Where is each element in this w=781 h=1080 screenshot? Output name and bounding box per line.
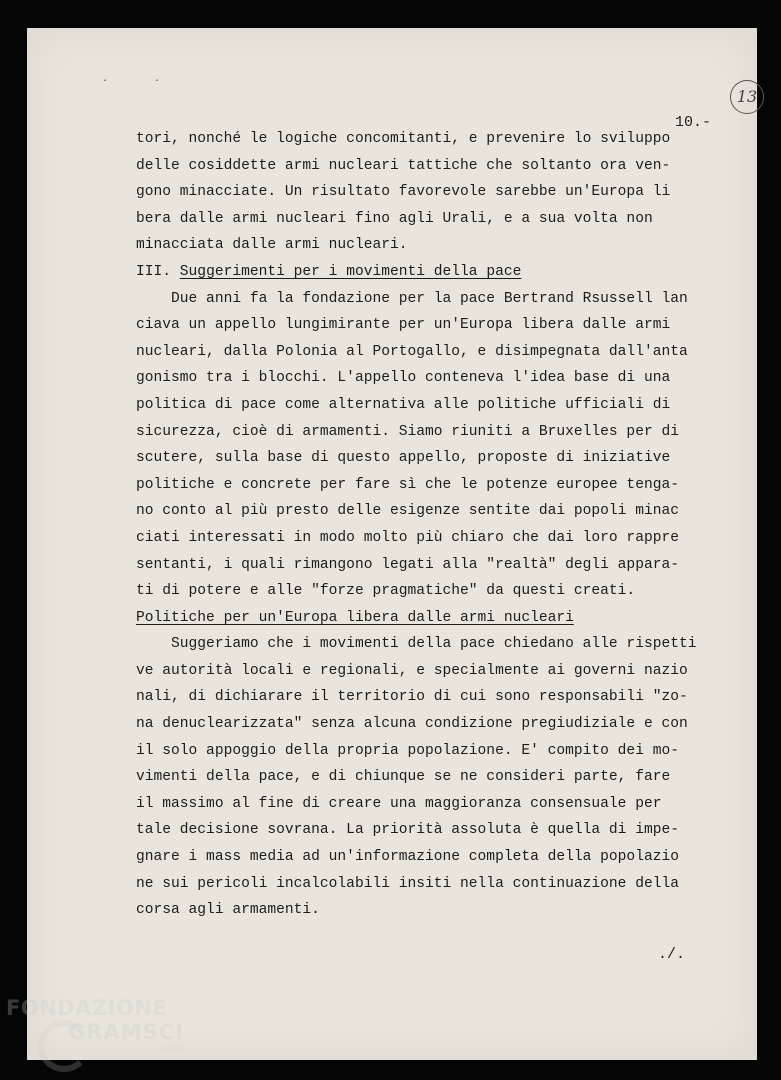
text-line: corsa agli armamenti. [136, 902, 320, 919]
text-line: bera dalle armi nucleari fino agli Urali, e a sua volta non [136, 210, 653, 227]
text-line: politica di pace come alternativa alle politiche ufficiali di [136, 396, 671, 413]
text-line: ve autorità locali e regionali, e specialmente ai governi nazio [136, 662, 688, 679]
text-line: minacciata dalle armi nucleari. [136, 237, 408, 254]
section-title: Suggerimenti per i movimenti della pace [179, 263, 522, 280]
text-line: ne sui pericoli incalcolabili insiti nella continuazione della [136, 875, 679, 892]
text-line: il massimo al fine di creare una maggioranza consensuale per [136, 795, 662, 812]
archive-watermark [6, 996, 196, 1076]
text-line: na denuclearizzata" senza alcuna condizione pregiudiziale e con [136, 716, 688, 733]
archive-number-stamp [730, 80, 764, 114]
text-line: nucleari, dalla Polonia al Portogallo, e disimpegnata dall'anta [136, 343, 688, 360]
text-line: gnare i mass media ad un'informazione completa della popolazio [136, 849, 679, 866]
text-line: sentanti, i quali rimangono legati alla "realtà" degli appara- [136, 556, 679, 573]
archive-number: 13 [736, 87, 758, 106]
subsection-title: Politiche per un'Europa libera dalle armi nucleari [136, 609, 574, 626]
watermark-logo-icon [38, 1020, 90, 1072]
watermark-line-2: GRAMSCI [68, 1020, 184, 1044]
text-line: Due anni fa la fondazione per la pace Bertrand Rsussell lan [136, 290, 688, 307]
text-line: delle cosiddette armi nucleari tattiche che soltanto ora ven- [136, 157, 671, 174]
text-line: ti di potere e alle "forze pragmatiche" da questi creati. [136, 583, 636, 600]
text-line: il solo appoggio della propria popolazione. E' compito dei mo- [136, 742, 679, 759]
text-line: gonismo tra i blocchi. L'appello conteneva l'idea base di una [136, 370, 671, 387]
section-heading-3 [136, 259, 696, 286]
section-number: III. [136, 263, 172, 280]
text-line: nali, di dichiarare il territorio di cui sono responsabili "zo- [136, 689, 688, 706]
text-line: vimenti della pace, e di chiunque se ne consideri parte, fare [136, 769, 671, 786]
text-line: sicurezza, cioè di armamenti. Siamo riuniti a Bruxelles per di [136, 423, 679, 440]
subsection-heading [136, 605, 696, 632]
text-line: ciava un appello lungimirante per un'Europa libera dalle armi [136, 317, 671, 334]
watermark-line-3: onlus [161, 1044, 186, 1053]
text-line: scutere, sulla base di questo appello, proposte di iniziative [136, 450, 671, 467]
text-line: tale decisione sovrana. La priorità assoluta è quella di impe- [136, 822, 679, 839]
text-line: ciati interessati in modo molto più chiaro che dai loro rappre [136, 529, 679, 546]
text-line: gono minacciate. Un risultato favorevole sarebbe un'Europa li [136, 184, 671, 201]
text-line: Suggeriamo che i movimenti della pace chiedano alle rispetti [136, 636, 697, 653]
text-line: tori, nonché le logiche concomitanti, e prevenire lo sviluppo [136, 131, 671, 147]
continuation-mark: ./. [658, 946, 686, 963]
watermark-line-1: FONDAZIONE [6, 996, 168, 1020]
text-line: politiche e concrete per fare sì che le potenze europee tenga- [136, 476, 679, 493]
text-line: no conto al più presto delle esigenze sentite dai popoli minac [136, 503, 679, 520]
document-body [136, 126, 696, 924]
margin-dots: · · [102, 76, 181, 87]
page-number: 10.- [675, 114, 712, 131]
